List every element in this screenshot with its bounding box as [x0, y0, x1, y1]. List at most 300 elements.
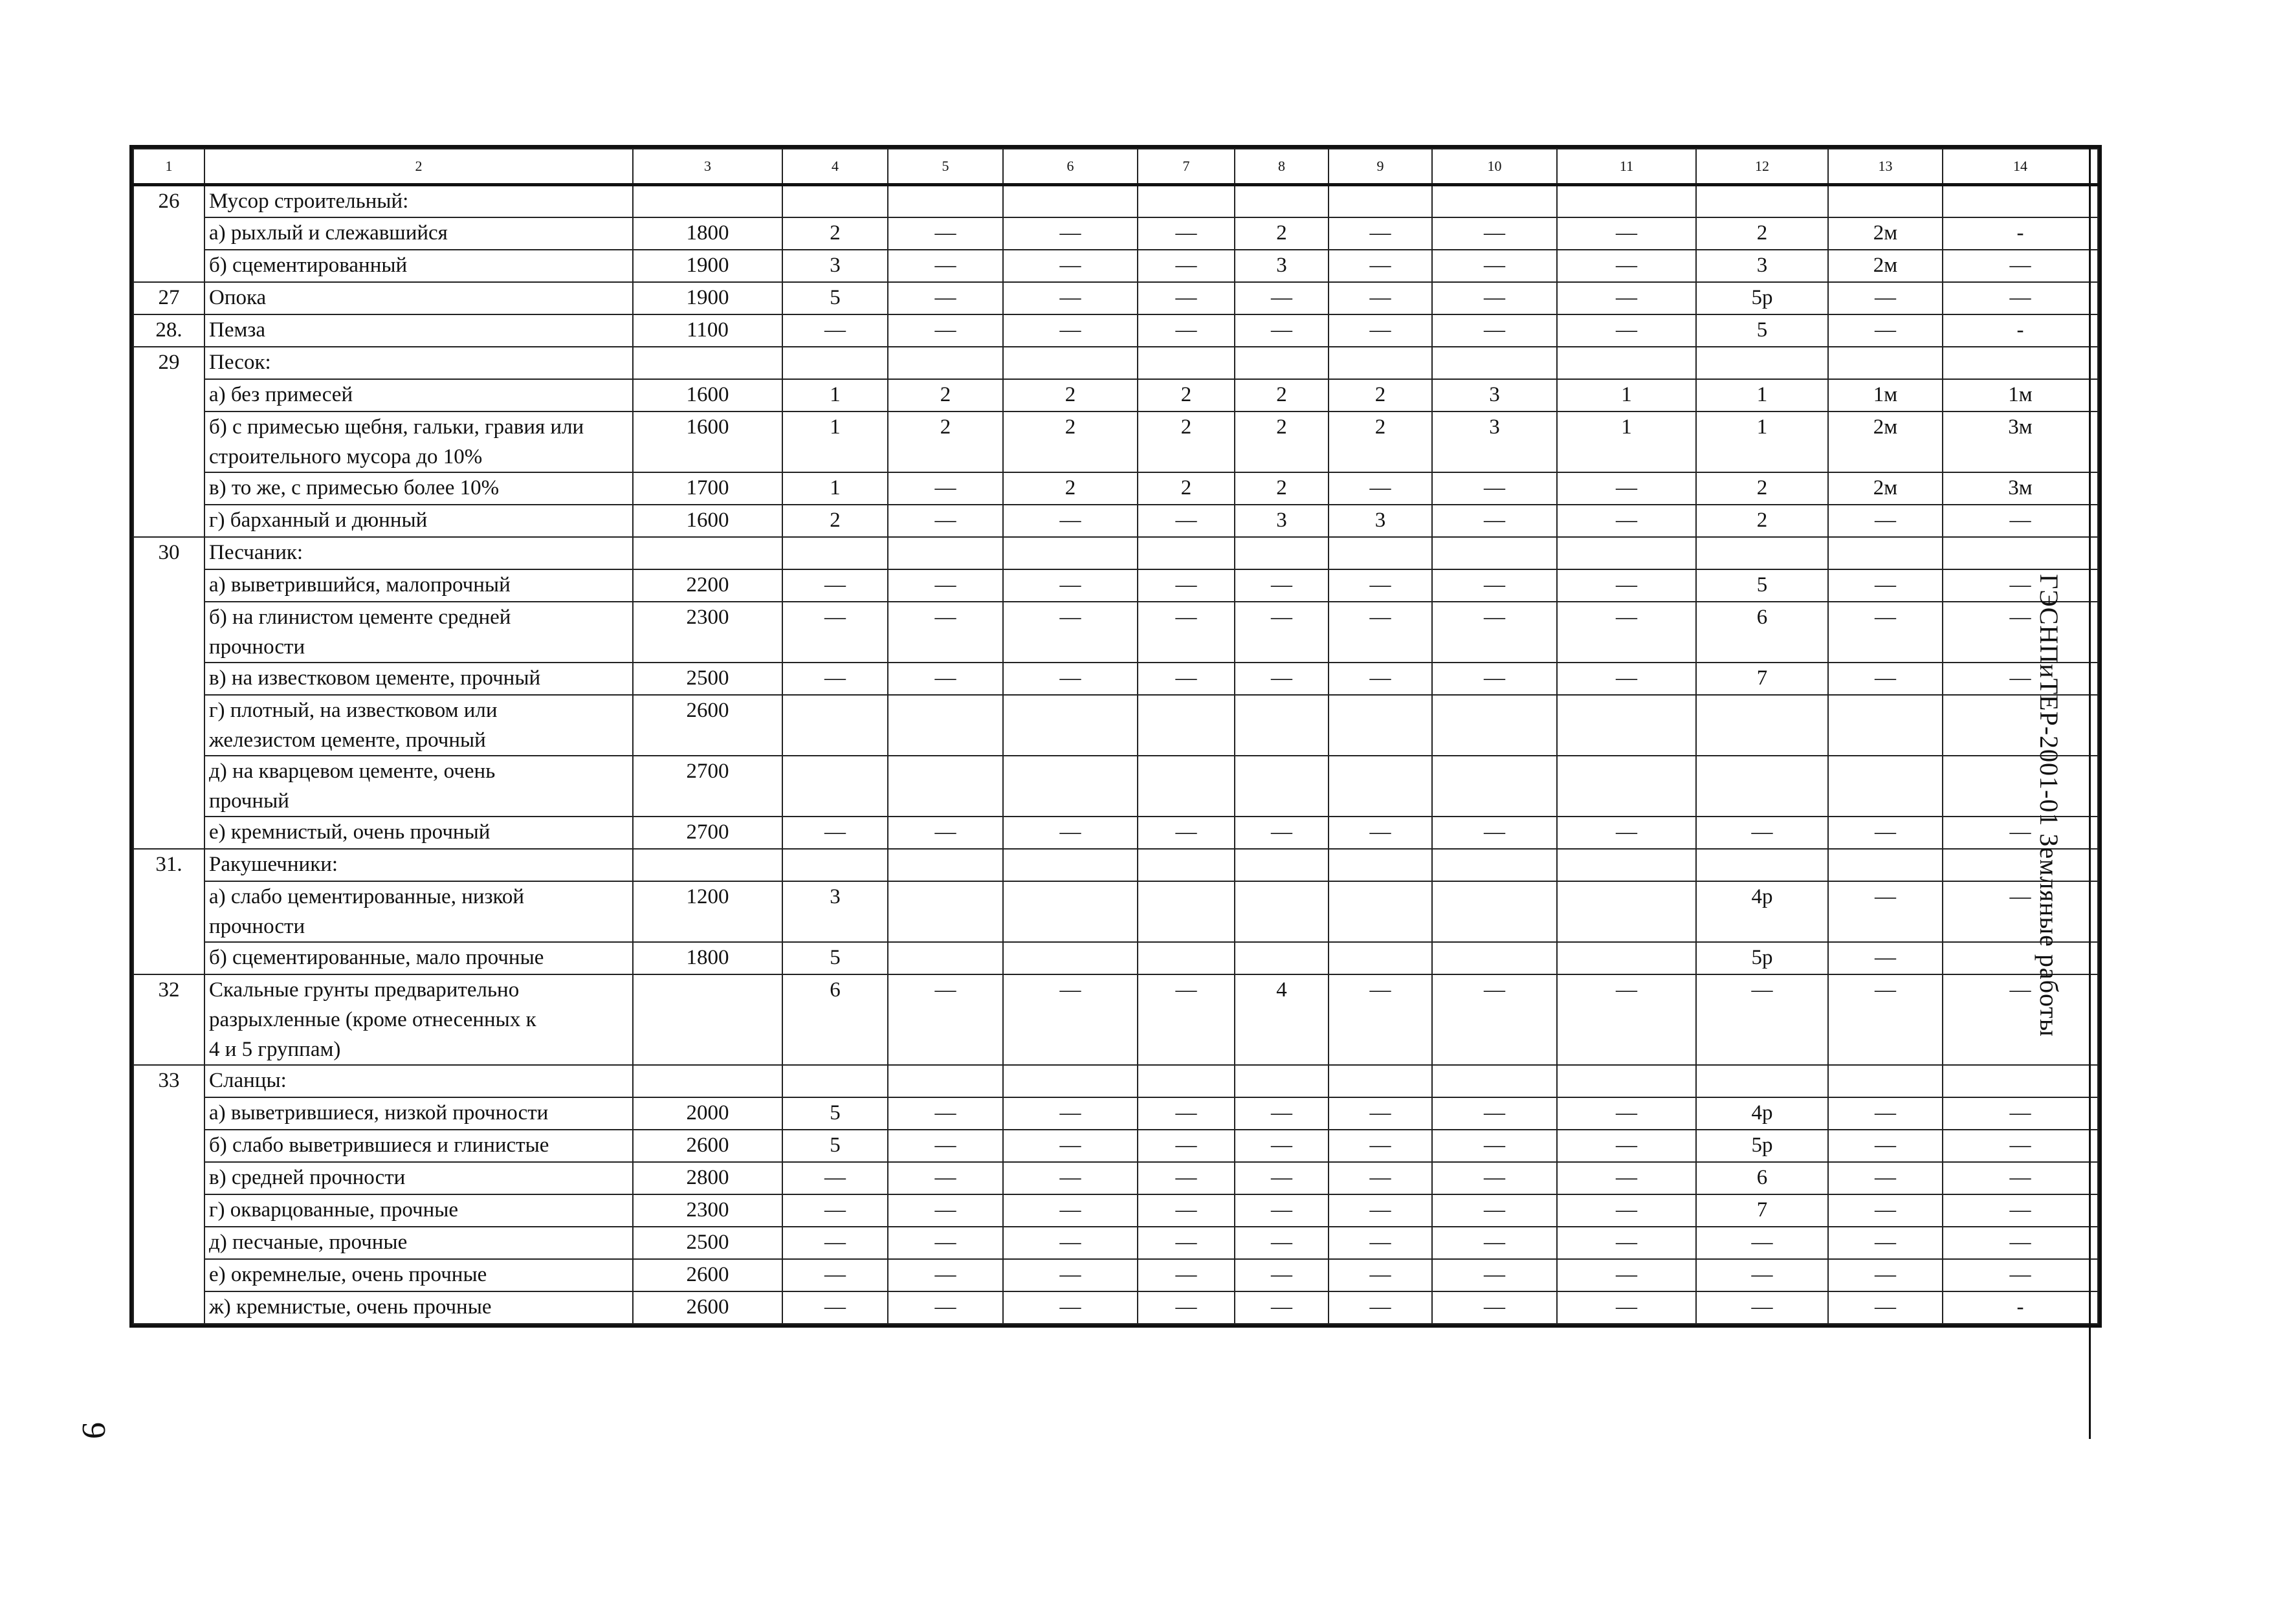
group-value-col-10: —	[1432, 1097, 1557, 1130]
group-value-col-10: —	[1432, 1291, 1557, 1324]
material-name	[204, 569, 633, 602]
group-value-col-9: —	[1329, 663, 1432, 695]
group-value-col-12: 2	[1696, 505, 1828, 537]
group-value-col-5: —	[888, 602, 1003, 663]
group-value-col-12	[1696, 347, 1828, 379]
group-value-col-13: —	[1828, 1291, 1943, 1324]
group-value-col-6: —	[1003, 1162, 1138, 1194]
table-row	[133, 695, 2098, 756]
group-value-col-12: 6	[1696, 1162, 1828, 1194]
group-value-col-8: —	[1235, 1259, 1329, 1291]
row-number: 33	[133, 1065, 204, 1324]
group-value-col-6: —	[1003, 663, 1138, 695]
group-value-col-12	[1696, 849, 1828, 881]
group-value-col-6: —	[1003, 569, 1138, 602]
table-row	[133, 185, 2098, 217]
group-value-col-7: —	[1138, 602, 1235, 663]
group-value-col-14	[1943, 347, 2098, 379]
material-name-line: ж) кремнистые, очень прочные	[209, 1295, 492, 1319]
material-name-line: б) на глинистом цементе средней	[209, 605, 511, 629]
group-value-col-9: —	[1329, 314, 1432, 347]
header-cell: 12	[1696, 149, 1828, 185]
material-name-line: а) слабо цементированные, низкой	[209, 884, 525, 908]
group-value-col-6: —	[1003, 1097, 1138, 1130]
density-value	[633, 537, 782, 569]
group-value-col-4: —	[782, 314, 888, 347]
group-value-col-11: —	[1557, 1097, 1696, 1130]
group-value-col-5: —	[888, 282, 1003, 314]
material-name-line: прочный	[209, 789, 289, 813]
group-value-col-7: 2	[1138, 472, 1235, 505]
group-value-col-4: 2	[782, 217, 888, 250]
material-name-line: в) то же, с примесью более 10%	[209, 476, 500, 499]
group-value-col-13: —	[1828, 1162, 1943, 1194]
density-value: 2700	[633, 817, 782, 849]
table-row	[133, 974, 2098, 1065]
group-value-col-12: —	[1696, 1259, 1828, 1291]
group-value-col-9: —	[1329, 282, 1432, 314]
group-value-col-9: —	[1329, 1194, 1432, 1227]
group-value-col-14: —	[1943, 663, 2098, 695]
group-value-col-14: —	[1943, 817, 2098, 849]
group-value-col-9	[1329, 849, 1432, 881]
group-value-col-9	[1329, 347, 1432, 379]
material-name-line: б) слабо выветрившиеся и глинистые	[209, 1133, 549, 1157]
group-value-col-14: 3м	[1943, 472, 2098, 505]
group-value-col-13: —	[1828, 881, 1943, 942]
group-value-col-8: —	[1235, 817, 1329, 849]
material-name-line: Ракушечники:	[209, 852, 338, 876]
density-value: 1800	[633, 217, 782, 250]
group-value-col-8: —	[1235, 569, 1329, 602]
material-name-line: е) кремнистый, очень прочный	[209, 820, 491, 844]
group-value-col-8: 4	[1235, 974, 1329, 1065]
density-value: 2600	[633, 1130, 782, 1162]
group-value-col-13: —	[1828, 1259, 1943, 1291]
group-value-col-7: 2	[1138, 411, 1235, 472]
group-value-col-11: —	[1557, 472, 1696, 505]
group-value-col-10: —	[1432, 1194, 1557, 1227]
group-value-col-11	[1557, 537, 1696, 569]
group-value-col-12: 5р	[1696, 1130, 1828, 1162]
group-value-col-14	[1943, 695, 2098, 756]
density-value: 1900	[633, 282, 782, 314]
group-value-col-4	[782, 695, 888, 756]
group-value-col-7: —	[1138, 314, 1235, 347]
group-value-col-14: —	[1943, 282, 2098, 314]
group-value-col-11: —	[1557, 663, 1696, 695]
group-value-col-7	[1138, 185, 1235, 217]
density-value	[633, 347, 782, 379]
group-value-col-4: 1	[782, 472, 888, 505]
group-value-col-11	[1557, 695, 1696, 756]
group-value-col-8	[1235, 347, 1329, 379]
group-value-col-14: —	[1943, 1227, 2098, 1259]
group-value-col-13: —	[1828, 1097, 1943, 1130]
group-value-col-5: 2	[888, 379, 1003, 411]
group-value-col-5: 2	[888, 411, 1003, 472]
group-value-col-12: 3	[1696, 250, 1828, 282]
group-value-col-6: 2	[1003, 411, 1138, 472]
group-value-col-14	[1943, 756, 2098, 817]
group-value-col-5: —	[888, 1227, 1003, 1259]
group-value-col-8: 2	[1235, 379, 1329, 411]
header-cell: 2	[204, 149, 633, 185]
table-row	[133, 602, 2098, 663]
table-row	[133, 411, 2098, 472]
group-value-col-14: -	[1943, 217, 2098, 250]
material-name	[204, 379, 633, 411]
group-value-col-9: —	[1329, 974, 1432, 1065]
material-name	[204, 817, 633, 849]
table-row	[133, 250, 2098, 282]
group-value-col-13: —	[1828, 569, 1943, 602]
group-value-col-4: 1	[782, 411, 888, 472]
table-row	[133, 1130, 2098, 1162]
group-value-col-10: —	[1432, 505, 1557, 537]
group-value-col-9	[1329, 537, 1432, 569]
group-value-col-5	[888, 849, 1003, 881]
group-value-col-14: 1м	[1943, 379, 2098, 411]
group-value-col-13: —	[1828, 1130, 1943, 1162]
group-value-col-6: —	[1003, 602, 1138, 663]
group-value-col-13: —	[1828, 1227, 1943, 1259]
group-value-col-6	[1003, 942, 1138, 974]
material-name	[204, 217, 633, 250]
group-value-col-5: —	[888, 1259, 1003, 1291]
material-name-line: е) окремнелые, очень прочные	[209, 1262, 487, 1286]
table-row	[133, 347, 2098, 379]
material-name-line: Пемза	[209, 318, 266, 342]
group-value-col-12	[1696, 1065, 1828, 1097]
group-value-col-14: —	[1943, 881, 2098, 942]
group-value-col-7: —	[1138, 817, 1235, 849]
group-value-col-10	[1432, 347, 1557, 379]
header-cell: 4	[782, 149, 888, 185]
group-value-col-5: —	[888, 974, 1003, 1065]
group-value-col-9: —	[1329, 602, 1432, 663]
group-value-col-14: -	[1943, 314, 2098, 347]
group-value-col-6: —	[1003, 505, 1138, 537]
group-value-col-14: —	[1943, 974, 2098, 1065]
group-value-col-14: —	[1943, 1194, 2098, 1227]
group-value-col-11	[1557, 347, 1696, 379]
group-value-col-13	[1828, 537, 1943, 569]
group-value-col-4: —	[782, 1227, 888, 1259]
table-row	[133, 505, 2098, 537]
group-value-col-9: —	[1329, 217, 1432, 250]
row-number: 27	[133, 282, 204, 314]
row-number: 32	[133, 974, 204, 1065]
group-value-col-9	[1329, 942, 1432, 974]
header-cell: 9	[1329, 149, 1432, 185]
group-value-col-8: 2	[1235, 411, 1329, 472]
group-value-col-9: —	[1329, 1097, 1432, 1130]
group-value-col-10: —	[1432, 974, 1557, 1065]
table-row	[133, 1097, 2098, 1130]
group-value-col-4	[782, 185, 888, 217]
table-row	[133, 314, 2098, 347]
group-value-col-5	[888, 185, 1003, 217]
group-value-col-6	[1003, 347, 1138, 379]
group-value-col-7	[1138, 1065, 1235, 1097]
group-value-col-5	[888, 347, 1003, 379]
group-value-col-10: —	[1432, 314, 1557, 347]
material-name	[204, 282, 633, 314]
table-row	[133, 849, 2098, 881]
table-row	[133, 472, 2098, 505]
material-name-line: б) сцементированный	[209, 253, 408, 277]
group-value-col-8: —	[1235, 1194, 1329, 1227]
material-name-line: Опока	[209, 285, 267, 309]
group-value-col-14: —	[1943, 569, 2098, 602]
group-value-col-7	[1138, 881, 1235, 942]
group-value-col-14: —	[1943, 602, 2098, 663]
group-value-col-8: 2	[1235, 472, 1329, 505]
header-cell: 14	[1943, 149, 2098, 185]
material-name-line: Песчаник:	[209, 540, 303, 564]
material-name	[204, 1291, 633, 1324]
group-value-col-12: 7	[1696, 1194, 1828, 1227]
group-value-col-14: -	[1943, 1291, 2098, 1324]
table-row	[133, 379, 2098, 411]
group-value-col-13: 1м	[1828, 379, 1943, 411]
group-value-col-13	[1828, 347, 1943, 379]
group-value-col-4: 6	[782, 974, 888, 1065]
group-value-col-8: —	[1235, 1097, 1329, 1130]
group-value-col-4: —	[782, 1291, 888, 1324]
group-value-col-6: —	[1003, 1291, 1138, 1324]
group-value-col-10	[1432, 1065, 1557, 1097]
row-number: 29	[133, 347, 204, 537]
group-value-col-13: —	[1828, 663, 1943, 695]
group-value-col-12: 2	[1696, 217, 1828, 250]
table-row	[133, 942, 2098, 974]
group-value-col-11: —	[1557, 282, 1696, 314]
group-value-col-8	[1235, 537, 1329, 569]
group-value-col-5: —	[888, 314, 1003, 347]
material-name-line: а) рыхлый и слежавшийся	[209, 221, 448, 245]
document-side-title: ГЭСНПиТЕР-2001-01 Земляные работы	[2035, 574, 2064, 1037]
header-cell: 13	[1828, 149, 1943, 185]
group-value-col-4: 5	[782, 282, 888, 314]
group-value-col-8: —	[1235, 1130, 1329, 1162]
row-number: 31.	[133, 849, 204, 974]
group-value-col-10: 3	[1432, 411, 1557, 472]
table-row	[133, 817, 2098, 849]
group-value-col-9: —	[1329, 472, 1432, 505]
group-value-col-6	[1003, 756, 1138, 817]
group-value-col-10	[1432, 942, 1557, 974]
group-value-col-7: —	[1138, 1130, 1235, 1162]
material-name	[204, 974, 633, 1065]
density-value: 1700	[633, 472, 782, 505]
density-value: 2300	[633, 1194, 782, 1227]
group-value-col-13	[1828, 849, 1943, 881]
table-body	[133, 149, 2098, 1324]
group-value-col-6: —	[1003, 974, 1138, 1065]
group-value-col-12: 7	[1696, 663, 1828, 695]
group-value-col-12: —	[1696, 817, 1828, 849]
group-value-col-8	[1235, 881, 1329, 942]
group-value-col-11: —	[1557, 505, 1696, 537]
group-value-col-13: —	[1828, 1194, 1943, 1227]
group-value-col-6: —	[1003, 1194, 1138, 1227]
group-value-col-9	[1329, 881, 1432, 942]
table-row	[133, 881, 2098, 942]
table-row	[133, 1194, 2098, 1227]
group-value-col-5: —	[888, 250, 1003, 282]
group-value-col-11: 1	[1557, 411, 1696, 472]
table-row	[133, 756, 2098, 817]
group-value-col-6: —	[1003, 217, 1138, 250]
density-value: 1200	[633, 881, 782, 942]
group-value-col-4	[782, 347, 888, 379]
material-name	[204, 537, 633, 569]
group-value-col-11	[1557, 849, 1696, 881]
group-value-col-8: 2	[1235, 217, 1329, 250]
group-value-col-6	[1003, 881, 1138, 942]
material-name-line: прочности	[209, 635, 305, 659]
group-value-col-5	[888, 942, 1003, 974]
material-name	[204, 1162, 633, 1194]
group-value-col-10: —	[1432, 817, 1557, 849]
group-value-col-11: —	[1557, 217, 1696, 250]
group-value-col-4	[782, 756, 888, 817]
material-name-line: прочности	[209, 914, 305, 938]
group-value-col-6	[1003, 695, 1138, 756]
material-name	[204, 185, 633, 217]
page-number: 9	[75, 1422, 112, 1439]
group-value-col-8	[1235, 695, 1329, 756]
group-value-col-11	[1557, 185, 1696, 217]
material-name	[204, 849, 633, 881]
header-cell: 11	[1557, 149, 1696, 185]
group-value-col-11	[1557, 1065, 1696, 1097]
group-value-col-13: 2м	[1828, 217, 1943, 250]
group-value-col-4: —	[782, 1194, 888, 1227]
group-value-col-8	[1235, 756, 1329, 817]
material-name-line: б) с примесью щебня, гальки, гравия или	[209, 415, 584, 439]
group-value-col-6: 2	[1003, 379, 1138, 411]
density-value: 2300	[633, 602, 782, 663]
group-value-col-7: 2	[1138, 379, 1235, 411]
material-name	[204, 347, 633, 379]
group-value-col-5: —	[888, 1130, 1003, 1162]
table-row	[133, 282, 2098, 314]
group-value-col-12: 5	[1696, 569, 1828, 602]
group-value-col-10: —	[1432, 472, 1557, 505]
density-value: 2600	[633, 1259, 782, 1291]
group-value-col-10: —	[1432, 217, 1557, 250]
group-value-col-11: —	[1557, 314, 1696, 347]
group-value-col-4	[782, 1065, 888, 1097]
group-value-col-5: —	[888, 472, 1003, 505]
density-value: 2600	[633, 1291, 782, 1324]
material-name-line: д) песчаные, прочные	[209, 1230, 408, 1254]
group-value-col-10: 3	[1432, 379, 1557, 411]
group-value-col-12: 6	[1696, 602, 1828, 663]
group-value-col-7	[1138, 849, 1235, 881]
material-name	[204, 1259, 633, 1291]
group-value-col-7: —	[1138, 250, 1235, 282]
material-name	[204, 663, 633, 695]
group-value-col-9: —	[1329, 817, 1432, 849]
group-value-col-5: —	[888, 1194, 1003, 1227]
group-value-col-7: —	[1138, 663, 1235, 695]
group-value-col-7: —	[1138, 1227, 1235, 1259]
group-value-col-13	[1828, 185, 1943, 217]
material-name	[204, 411, 633, 472]
group-value-col-11: —	[1557, 1130, 1696, 1162]
material-name-line: 4 и 5 группам)	[209, 1037, 341, 1061]
density-value: 1100	[633, 314, 782, 347]
density-value: 1800	[633, 942, 782, 974]
group-value-col-12: 1	[1696, 411, 1828, 472]
material-name-line: в) средней прочности	[209, 1165, 406, 1189]
group-value-col-11: 1	[1557, 379, 1696, 411]
group-value-col-7: —	[1138, 217, 1235, 250]
group-value-col-14	[1943, 185, 2098, 217]
group-value-col-7	[1138, 756, 1235, 817]
material-name	[204, 1194, 633, 1227]
material-name-line: строительного мусора до 10%	[209, 444, 483, 468]
group-value-col-7	[1138, 347, 1235, 379]
group-value-col-14	[1943, 1065, 2098, 1097]
group-value-col-14: —	[1943, 1259, 2098, 1291]
group-value-col-10: —	[1432, 1259, 1557, 1291]
group-value-col-11: —	[1557, 1259, 1696, 1291]
group-value-col-10: —	[1432, 1130, 1557, 1162]
group-value-col-13: —	[1828, 314, 1943, 347]
group-value-col-8: —	[1235, 1227, 1329, 1259]
group-value-col-6: —	[1003, 1130, 1138, 1162]
group-value-col-14: —	[1943, 1162, 2098, 1194]
density-value: 2200	[633, 569, 782, 602]
header-cell: 7	[1138, 149, 1235, 185]
material-name-line: Мусор строительный:	[209, 190, 409, 213]
group-value-col-6: —	[1003, 1227, 1138, 1259]
table-row	[133, 1065, 2098, 1097]
material-name	[204, 881, 633, 942]
group-value-col-8: —	[1235, 1291, 1329, 1324]
material-name	[204, 756, 633, 817]
density-value: 1900	[633, 250, 782, 282]
group-value-col-11: —	[1557, 1291, 1696, 1324]
group-value-col-6: —	[1003, 282, 1138, 314]
group-value-col-11: —	[1557, 569, 1696, 602]
material-name-line: Песок:	[209, 350, 271, 374]
material-name-line: Сланцы:	[209, 1068, 287, 1092]
group-value-col-6: 2	[1003, 472, 1138, 505]
group-value-col-14	[1943, 942, 2098, 974]
table-row	[133, 537, 2098, 569]
material-name-line: а) выветрившиеся, низкой прочности	[209, 1101, 549, 1125]
group-value-col-12	[1696, 756, 1828, 817]
material-name	[204, 1097, 633, 1130]
density-value: 2500	[633, 1227, 782, 1259]
group-value-col-11: —	[1557, 602, 1696, 663]
group-value-col-10: —	[1432, 602, 1557, 663]
material-name	[204, 695, 633, 756]
material-name	[204, 250, 633, 282]
side-rule	[2089, 145, 2091, 1439]
group-value-col-9: —	[1329, 1291, 1432, 1324]
group-value-col-5: —	[888, 1097, 1003, 1130]
group-value-col-7: —	[1138, 505, 1235, 537]
group-value-col-4	[782, 849, 888, 881]
group-value-col-10	[1432, 849, 1557, 881]
